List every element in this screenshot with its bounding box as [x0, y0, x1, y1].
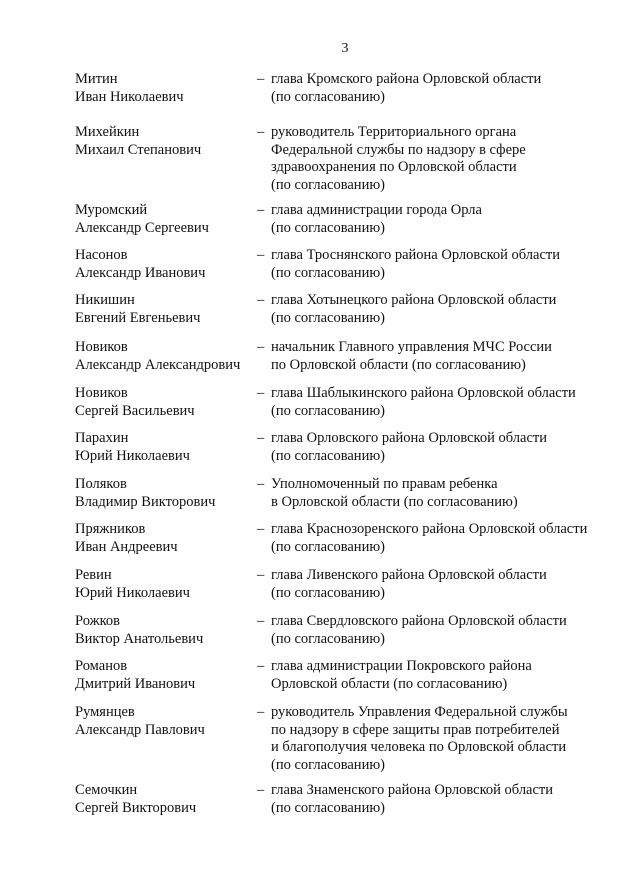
member-position [271, 521, 606, 556]
member-name [75, 521, 255, 556]
member-given-names: Александр Павлович [75, 721, 205, 738]
member-name [75, 476, 255, 511]
position-line: (по согласованию) [271, 584, 385, 601]
member-surname: Романов [75, 658, 128, 674]
dash-separator: – [257, 476, 265, 492]
member-name [75, 339, 255, 374]
position-line: (по согласованию) [271, 402, 385, 419]
member-given-names: Сергей Васильевич [75, 402, 195, 419]
member-position [271, 71, 606, 106]
member-position [271, 613, 606, 648]
member-surname: Пряжников [75, 521, 146, 537]
member-given-names: Виктор Анатольевич [75, 630, 204, 647]
member-position [271, 430, 606, 465]
position-line: руководитель Территориального органа [271, 124, 517, 140]
position-line: (по согласованию) [271, 799, 385, 816]
position-line: (по согласованию) [271, 630, 385, 647]
position-line: и благополучия человека по Орловской области [271, 739, 567, 755]
position-line: глава Хотынецкого района Орловской области [271, 292, 557, 308]
dash-separator: – [257, 71, 265, 87]
member-given-names: Александр Иванович [75, 264, 206, 281]
dash-separator: – [257, 247, 265, 263]
dash-separator: – [257, 292, 265, 308]
dash-separator: – [257, 202, 265, 218]
position-line: Федеральной службы по надзору в сфере [271, 141, 526, 158]
position-line: глава Троснянского района Орловской области [271, 247, 560, 263]
member-position [271, 339, 606, 374]
dash-separator: – [257, 782, 265, 798]
member-position [271, 247, 606, 282]
member-position [271, 476, 606, 511]
member-surname: Ревин [75, 567, 112, 583]
dash-separator: – [257, 430, 265, 446]
position-line: (по согласованию) [271, 176, 385, 193]
member-position [271, 782, 606, 817]
position-line: руководитель Управления Федеральной службы [271, 704, 568, 720]
position-line: Уполномоченный по правам ребенка [271, 476, 498, 492]
position-line: (по согласованию) [271, 264, 385, 281]
member-surname: Новиков [75, 339, 128, 355]
member-surname: Насонов [75, 247, 128, 263]
member-name [75, 782, 255, 817]
member-given-names: Дмитрий Иванович [75, 675, 196, 692]
dash-separator: – [257, 613, 265, 629]
member-surname: Рожков [75, 613, 121, 629]
member-name [75, 202, 255, 237]
dash-separator: – [257, 124, 265, 140]
member-given-names: Михаил Степанович [75, 141, 202, 158]
member-position [271, 202, 606, 237]
member-surname: Митин [75, 71, 118, 87]
position-line: глава Краснозоренского района Орловской области [271, 521, 588, 537]
position-line: по надзору в сфере защиты прав потребителей [271, 721, 560, 738]
member-given-names: Юрий Николаевич [75, 447, 190, 464]
member-position [271, 567, 606, 602]
member-position [271, 385, 606, 420]
dash-separator: – [257, 385, 265, 401]
member-name [75, 704, 255, 739]
member-name [75, 71, 255, 106]
position-line: глава Ливенского района Орловской области [271, 567, 547, 583]
member-surname: Никишин [75, 292, 135, 308]
member-name [75, 124, 255, 159]
member-surname: Муромский [75, 202, 148, 218]
member-position [271, 124, 606, 194]
dash-separator: – [257, 567, 265, 583]
member-position [271, 658, 606, 693]
member-surname: Парахин [75, 430, 129, 446]
position-line: глава Знаменского района Орловской области [271, 782, 554, 798]
member-given-names: Александр Сергеевич [75, 219, 209, 236]
member-position [271, 292, 606, 327]
position-line: начальник Главного управления МЧС России [271, 339, 552, 355]
dash-separator: – [257, 704, 265, 720]
position-line: (по согласованию) [271, 309, 385, 326]
position-line: (по согласованию) [271, 756, 385, 773]
position-line: (по согласованию) [271, 219, 385, 236]
member-name [75, 658, 255, 693]
position-line: глава Шаблыкинского района Орловской области [271, 385, 576, 401]
position-line: глава Орловского района Орловской области [271, 430, 547, 446]
member-given-names: Владимир Викторович [75, 493, 216, 510]
member-surname: Семочкин [75, 782, 138, 798]
member-position [271, 704, 606, 774]
position-line: (по согласованию) [271, 447, 385, 464]
position-line: Орловской области (по согласованию) [271, 675, 508, 692]
member-given-names: Иван Андреевич [75, 538, 178, 555]
member-given-names: Иван Николаевич [75, 88, 184, 105]
dash-separator: – [257, 658, 265, 674]
member-given-names: Сергей Викторович [75, 799, 197, 816]
member-name [75, 567, 255, 602]
member-name [75, 385, 255, 420]
position-line: по Орловской области (по согласованию) [271, 356, 526, 373]
position-line: в Орловской области (по согласованию) [271, 493, 518, 510]
member-name [75, 247, 255, 282]
member-name [75, 613, 255, 648]
page-number: 3 [341, 41, 349, 56]
position-line: (по согласованию) [271, 538, 385, 555]
member-name [75, 430, 255, 465]
member-given-names: Юрий Николаевич [75, 584, 190, 601]
member-given-names: Александр Александрович [75, 356, 241, 373]
position-line: (по согласованию) [271, 88, 385, 105]
dash-separator: – [257, 339, 265, 355]
position-line: здравоохранения по Орловской области [271, 159, 517, 175]
member-surname: Михейкин [75, 124, 140, 140]
position-line: глава Свердловского района Орловской области [271, 613, 567, 629]
position-line: глава Кромского района Орловской области [271, 71, 542, 87]
member-given-names: Евгений Евгеньевич [75, 309, 201, 326]
member-name [75, 292, 255, 327]
dash-separator: – [257, 521, 265, 537]
member-surname: Поляков [75, 476, 127, 492]
position-line: глава администрации Покровского района [271, 658, 532, 674]
member-surname: Румянцев [75, 704, 135, 720]
member-surname: Новиков [75, 385, 128, 401]
position-line: глава администрации города Орла [271, 202, 482, 218]
